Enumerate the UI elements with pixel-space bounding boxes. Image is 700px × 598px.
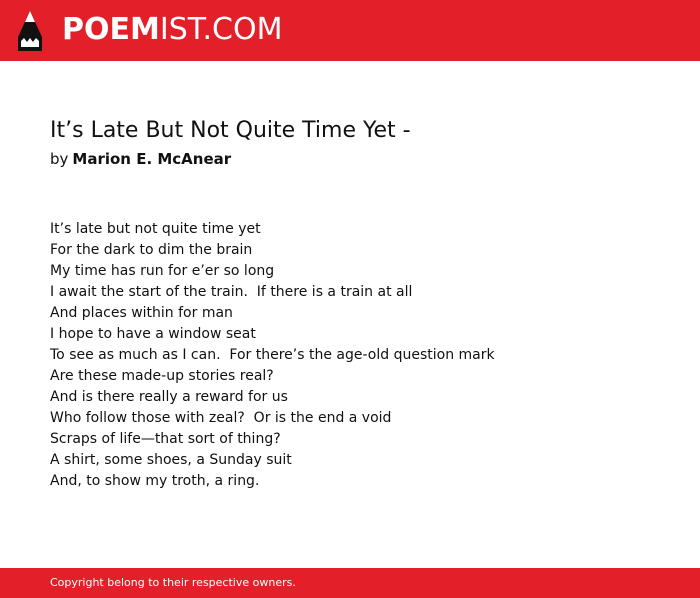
poem-line: My time has run for e’er so long	[50, 263, 275, 279]
poem-line: And places within for man	[50, 305, 233, 321]
poem-body	[50, 219, 495, 492]
poem-line: Scraps of life—that sort of thing?	[50, 431, 281, 447]
poem-line: I hope to have a window seat	[50, 326, 256, 342]
poem-line: A shirt, some shoes, a Sunday suit	[50, 452, 292, 468]
poem-line: For the dark to dim the brain	[50, 242, 253, 258]
poem-line: Are these made-up stories real?	[50, 368, 274, 384]
by-label: by	[50, 150, 69, 168]
brand-light: IST.COM	[159, 12, 283, 47]
poem-line: Who follow those with zeal? Or is the end a void	[50, 410, 392, 426]
site-header	[0, 0, 700, 61]
poem-line: And, to show my troth, a ring.	[50, 473, 260, 489]
site-logo[interactable]	[62, 12, 282, 48]
pencil-icon[interactable]	[18, 11, 42, 51]
poem-line: To see as much as I can. For there’s the age-old question mark	[50, 347, 495, 363]
poem-line: And is there really a reward for us	[50, 389, 288, 405]
copyright-text: Copyright belong to their respective owners.	[50, 576, 296, 589]
author-name: Marion E. McAnear	[72, 150, 232, 168]
poem-title: It’s Late But Not Quite Time Yet -	[50, 118, 411, 143]
site-footer	[0, 568, 700, 598]
poem-line: I await the start of the train. If there is a train at all	[50, 284, 413, 300]
brand-bold: POEM	[62, 12, 160, 47]
byline	[50, 149, 231, 169]
poem-line: It’s late but not quite time yet	[50, 221, 261, 237]
